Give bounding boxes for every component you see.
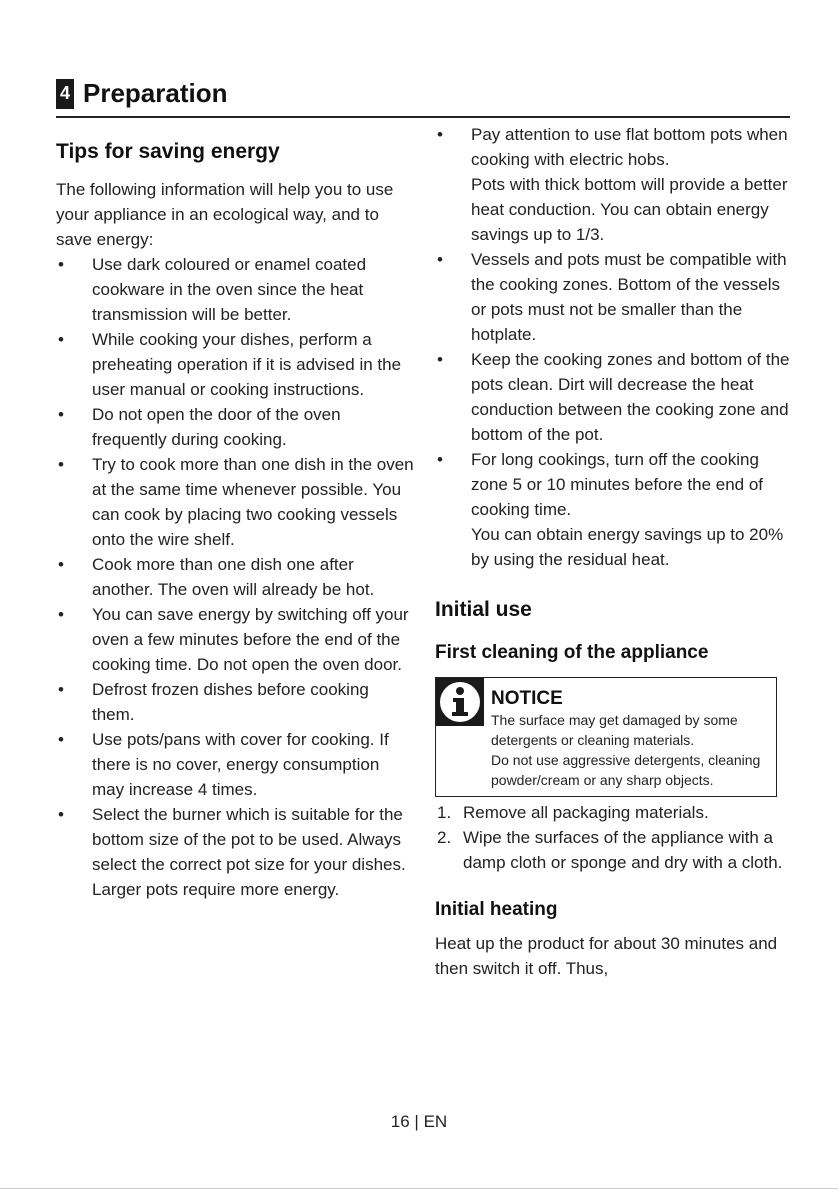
list-item-text: Pay attention to use flat bottom pots when cooking with electric hobs. <box>471 125 788 169</box>
first-cleaning-heading: First cleaning of the appliance <box>435 642 709 663</box>
step-number: 1. <box>437 803 452 822</box>
tips-list-left <box>56 252 416 902</box>
cleaning-steps <box>435 800 795 875</box>
tips-heading: Tips for saving energy <box>56 140 280 163</box>
list-item <box>435 347 795 447</box>
left-column <box>56 122 416 902</box>
list-item-subtext: You can obtain energy savings up to 20% by using the residual heat. <box>471 525 784 569</box>
list-item: • Select the burner which is suitable for the bottom size of the pot to be used. Always select the correct pot size for your dishes. Larger pots require more energy. <box>56 802 416 902</box>
initial-use-heading: Initial use <box>435 598 532 621</box>
list-item <box>435 825 795 875</box>
list-item-text: Keep the cooking zones and bottom of the pots clean. Dirt will decrease the heat conduction between the cooking zone and bottom of the pot. <box>471 350 790 444</box>
chapter-header <box>56 78 228 109</box>
tips-intro: The following information will help you to use your appliance in an ecological way, and to save energy: <box>56 180 394 249</box>
chapter-title: Preparation <box>83 78 228 108</box>
list-item: • While cooking your dishes, perform a preheating operation if it is advised in the user manual or cooking instructions. <box>56 327 416 402</box>
initial-heating-heading: Initial heating <box>435 899 558 920</box>
initial-heating-text: Heat up the product for about 30 minutes and then switch it off. Thus, <box>435 934 778 978</box>
list-item: • Use dark coloured or enamel coated cookware in the oven since the heat transmission will be better. <box>56 252 416 327</box>
list-item <box>435 800 795 825</box>
list-item: • Try to cook more than one dish in the oven at the same time whenever possible. You can cook by placing two cooking vessels onto the wire shelf. <box>56 452 416 552</box>
chapter-number-badge: 4 <box>56 79 74 109</box>
step-number: 2. <box>437 828 452 847</box>
list-item-subtext: Pots with thick bottom will provide a better heat conduction. You can obtain energy savings up to 1/3. <box>471 175 788 244</box>
list-item: • Do not open the door of the oven frequently during cooking. <box>56 402 416 452</box>
list-item: • Use pots/pans with cover for cooking. If there is no cover, energy consumption may increase 4 times. <box>56 727 416 802</box>
notice-box <box>435 677 777 797</box>
tips-list-right <box>435 122 795 572</box>
list-item-text: Vessels and pots must be compatible with the cooking zones. Bottom of the vessels or pots must not be smaller than the hotplate. <box>471 250 787 344</box>
notice-title: NOTICE <box>491 688 563 709</box>
list-item <box>435 122 795 247</box>
list-item: • You can save energy by switching off your oven a few minutes before the end of the cooking time. Do not open the oven door. <box>56 602 416 677</box>
page-footer: 16 | EN <box>390 1112 448 1131</box>
header-rule <box>56 116 790 118</box>
step-text: Wipe the surfaces of the appliance with a damp cloth or sponge and dry with a cloth. <box>463 828 783 872</box>
info-icon <box>436 678 484 726</box>
list-item <box>435 447 795 572</box>
list-item: • Defrost frozen dishes before cooking them. <box>56 677 416 727</box>
list-item <box>435 247 795 347</box>
list-item-text: For long cookings, turn off the cooking zone 5 or 10 minutes before the end of cooking time. <box>471 450 764 519</box>
notice-text-2: Do not use aggressive detergents, cleaning powder/cream or any sharp objects. <box>491 752 761 788</box>
list-item: • Cook more than one dish one after another. The oven will already be hot. <box>56 552 416 602</box>
right-column <box>435 122 795 981</box>
page-bottom-edge <box>0 1188 838 1189</box>
step-text: Remove all packaging materials. <box>463 803 709 822</box>
notice-text-1: The surface may get damaged by some detergents or cleaning materials. <box>491 712 738 748</box>
